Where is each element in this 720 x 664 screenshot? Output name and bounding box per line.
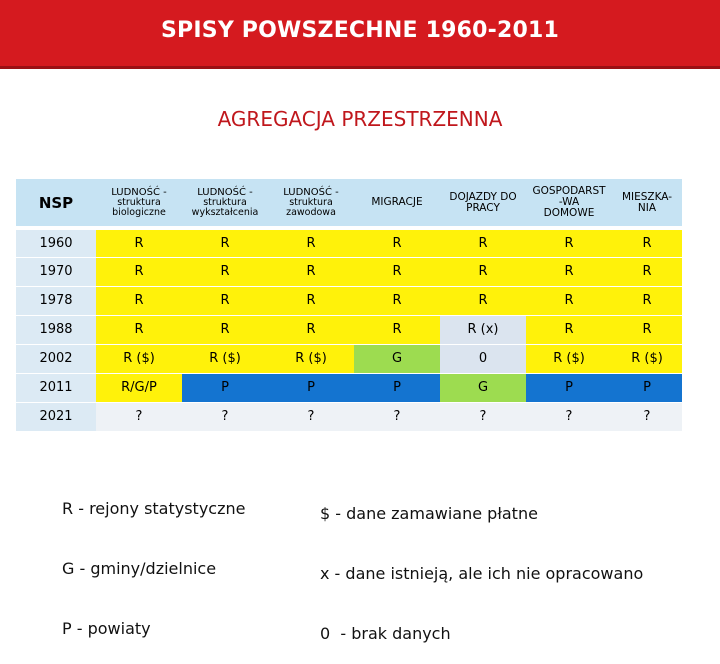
table-cell: ? bbox=[440, 402, 526, 431]
table-cell: ? bbox=[96, 402, 182, 431]
legend-line: 0 - brak danych bbox=[320, 624, 451, 643]
table-cell: ? bbox=[612, 402, 682, 431]
column-header-line: struktura bbox=[203, 197, 247, 208]
table-cell: R bbox=[612, 286, 682, 315]
column-header-line: LUDNOŚĆ - bbox=[111, 187, 167, 198]
table-cell: R bbox=[96, 228, 182, 257]
table-cell: R bbox=[526, 286, 612, 315]
table-cell: R bbox=[440, 228, 526, 257]
legend-line: $ - dane zamawiane płatne bbox=[320, 504, 538, 523]
table-cell: R ($) bbox=[96, 344, 182, 373]
table-cell: R bbox=[354, 286, 440, 315]
table-cell: R bbox=[440, 286, 526, 315]
table-cell: R bbox=[96, 315, 182, 344]
column-header-line: -WA bbox=[558, 196, 580, 208]
legend-line: x - dane istnieją, ale ich nie opracowano bbox=[320, 564, 644, 583]
table-row bbox=[16, 286, 682, 315]
row-year: 1988 bbox=[16, 315, 96, 344]
table-cell: R bbox=[354, 257, 440, 286]
slide-title: SPISY POWSZECHNE 1960-2011 bbox=[161, 18, 559, 43]
table-cell: P bbox=[182, 373, 268, 402]
column-header-line: MIESZKA- bbox=[621, 190, 673, 203]
table-cell: R bbox=[182, 286, 268, 315]
table-cell: R bbox=[268, 228, 354, 257]
column-header-ludnosc-biologiczne bbox=[96, 179, 182, 228]
table-cell: ? bbox=[268, 402, 354, 431]
row-year: 2002 bbox=[16, 344, 96, 373]
row-year: 2011 bbox=[16, 373, 96, 402]
table-row bbox=[16, 344, 682, 373]
column-header-line: wykształcenia bbox=[191, 207, 259, 218]
column-header-dojazdy bbox=[440, 179, 526, 228]
column-header-ludnosc-zawodowa bbox=[268, 179, 354, 228]
column-header-line: DOMOWE bbox=[543, 207, 595, 219]
table-row bbox=[16, 315, 682, 344]
row-year: 1970 bbox=[16, 257, 96, 286]
column-header-ludnosc-wyksztalcenia bbox=[182, 179, 268, 228]
row-year: 2021 bbox=[16, 402, 96, 431]
column-header-line: DOJAZDY DO bbox=[449, 190, 517, 203]
column-header-line: LUDNOŚĆ - bbox=[283, 187, 339, 198]
column-header-gospodarstwa bbox=[526, 179, 612, 228]
column-header-mieszkania bbox=[612, 179, 682, 228]
corner-label: NSP bbox=[16, 179, 96, 228]
table-cell: R bbox=[612, 315, 682, 344]
table-cell: R bbox=[526, 228, 612, 257]
table-row bbox=[16, 373, 682, 402]
table-cell: G bbox=[440, 373, 526, 402]
table-cell: P bbox=[268, 373, 354, 402]
table-cell: R bbox=[182, 257, 268, 286]
table-cell: R bbox=[354, 228, 440, 257]
table-cell: 0 bbox=[440, 344, 526, 373]
column-header-line: struktura bbox=[289, 197, 333, 208]
table-cell: G bbox=[354, 344, 440, 373]
table-cell: P bbox=[526, 373, 612, 402]
column-header-line: struktura bbox=[117, 197, 161, 208]
column-header-line: biologiczne bbox=[112, 207, 166, 218]
legend-line: R - rejony statystyczne bbox=[62, 499, 246, 518]
table-cell: R bbox=[526, 315, 612, 344]
table-cell: R bbox=[96, 257, 182, 286]
table-cell: ? bbox=[526, 402, 612, 431]
table-cell: R bbox=[526, 257, 612, 286]
table-cell: R bbox=[612, 228, 682, 257]
table-row bbox=[16, 257, 682, 286]
column-header-line: zawodowa bbox=[286, 207, 336, 218]
legend-data-notes bbox=[320, 464, 643, 664]
column-header-line: NIA bbox=[637, 201, 657, 214]
table-cell: P bbox=[354, 373, 440, 402]
table-cell: R (x) bbox=[440, 315, 526, 344]
row-year: 1960 bbox=[16, 228, 96, 257]
table-cell: R ($) bbox=[268, 344, 354, 373]
legend-spatial-units bbox=[62, 459, 245, 659]
table-cell: R/G/P bbox=[96, 373, 182, 402]
census-table bbox=[16, 179, 682, 432]
table-cell: R ($) bbox=[182, 344, 268, 373]
column-header-line: MIGRACJE bbox=[371, 196, 423, 208]
table-cell: P bbox=[612, 373, 682, 402]
table-cell: R bbox=[182, 228, 268, 257]
table-cell: R bbox=[612, 257, 682, 286]
table-header-row bbox=[16, 179, 682, 228]
table-cell: ? bbox=[182, 402, 268, 431]
row-year: 1978 bbox=[16, 286, 96, 315]
table-cell: R ($) bbox=[526, 344, 612, 373]
column-header-line: PRACY bbox=[466, 201, 500, 214]
table-cell: ? bbox=[354, 402, 440, 431]
table-cell: R bbox=[268, 257, 354, 286]
column-header-line: LUDNOŚĆ - bbox=[197, 187, 253, 198]
table-row bbox=[16, 402, 682, 431]
table-row bbox=[16, 228, 682, 257]
table-cell: R bbox=[268, 286, 354, 315]
table-cell: R bbox=[354, 315, 440, 344]
column-header-migracje bbox=[354, 179, 440, 228]
column-header-line: GOSPODARST bbox=[532, 185, 606, 197]
table-cell: R bbox=[268, 315, 354, 344]
legend-line: G - gminy/dzielnice bbox=[62, 559, 217, 578]
banner-underline bbox=[0, 66, 720, 69]
table-cell: R bbox=[182, 315, 268, 344]
legend-line: P - powiaty bbox=[62, 619, 151, 638]
table-cell: R ($) bbox=[612, 344, 682, 373]
table-cell: R bbox=[440, 257, 526, 286]
table-cell: R bbox=[96, 286, 182, 315]
slide-subtitle: AGREGACJA PRZESTRZENNA bbox=[217, 107, 503, 131]
